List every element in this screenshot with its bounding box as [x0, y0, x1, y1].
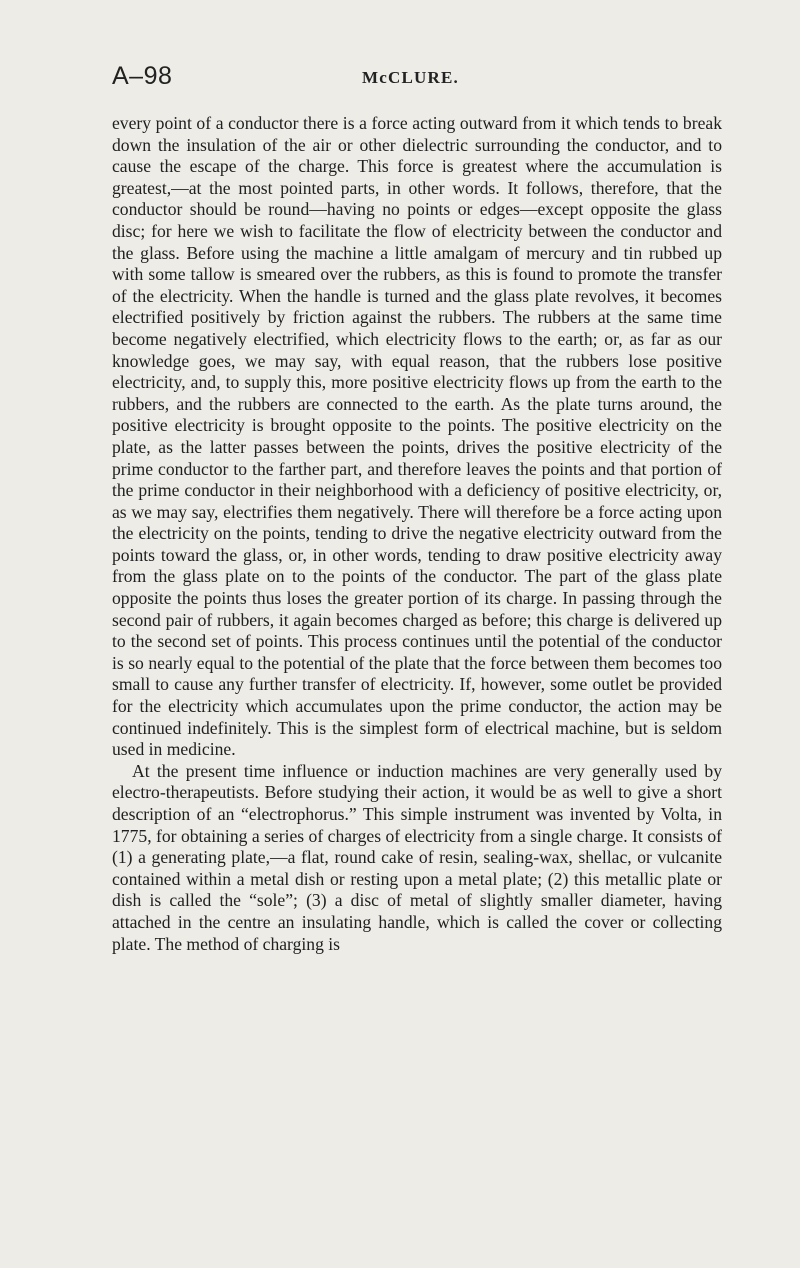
paragraph-2: At the present time influence or induction machines are very generally used by electro-therapeutists. Before studying their action, it would be as well to give a short description of an “electrophorus.” This simple instrument was invented by Volta, in 1775, for obtaining a series of charges of electricity from a single charge. It consists of (1) a generating plate,—a flat, round cake of resin, sealing-wax, shellac, or vulcanite contained within a metal dish or resting upon a metal plate; (2) this metallic plate or dish is called the “sole”; (3) a disc of metal of slightly smaller diameter, having attached in the centre an insulating handle, which is called the cover or collecting plate. The method of charging is	[112, 760, 722, 954]
running-head: McCLURE.	[362, 68, 459, 87]
paragraph-1: every point of a conductor there is a force acting outward from it which tends to break down the insulation of the air or other dielectric surrounding the conductor, and to cause the escape of the charge. This force is greatest where the accumulation is greatest,—at the most pointed parts, in other words. It follows, therefore, that the conductor should be round—having no points or edges—except opposite the glass disc; for here we wish to facilitate the flow of electricity between the conductor and the glass. Before using the machine a little amalgam of mercury and tin rubbed up with some tallow is smeared over the rubbers, as this is found to promote the transfer of the electricity. When the handle is turned and the glass plate revolves, it becomes electrified positively by friction against the rubbers. The rubbers at the same time become negatively electrified, which electricity flows to the earth; or, as far as our knowledge goes, we may say, with equal reason, that the rubbers lose positive electricity, and, to supply this, more positive electricity flows up from the earth to the rubbers, and the rubbers are connected to the earth. As the plate turns around, the positive electricity is brought opposite to the points. The positive electricity on the plate, as the latter passes between the points, drives the positive electricity of the prime conductor to the farther part, and therefore leaves the points and that portion of the prime conductor in their neighborhood with a deficiency of positive electricity, or, as we may say, electrifies them negatively. There will therefore be a force acting upon the electricity on the points, tending to drive the negative electricity outward from the points toward the glass, or, in other words, tending to draw positive electricity away from the glass plate on to the points of the conductor. The part of the glass plate opposite the points thus loses the greater portion of its charge. In passing through the second pair of rubbers, it again becomes charged as before; this charge is delivered up to the second set of points. This process continues until the potential of the conductor is so nearly equal to the potential of the plate that the force between them becomes too small to cause any further transfer of electricity. If, however, some outlet be provided for the electricity which accumulates upon the prime conductor, the action may be continued indefinitely. This is the simplest form of electrical machine, but is seldom used in medicine.	[112, 113, 722, 760]
page-number: A–98	[112, 62, 173, 90]
body-text	[112, 113, 722, 955]
page-header	[112, 62, 722, 96]
